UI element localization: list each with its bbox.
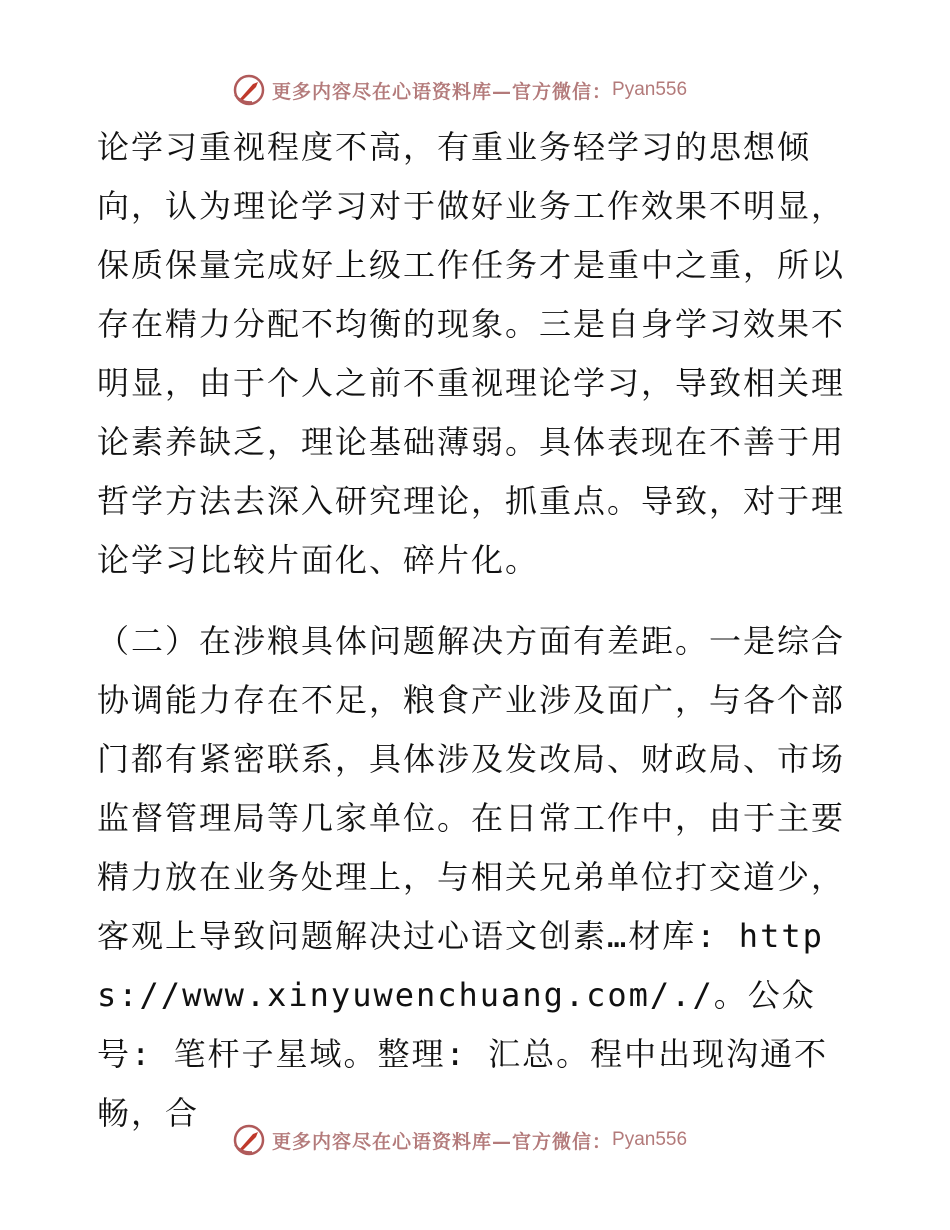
wechat-id: Pyan556 (612, 79, 688, 100)
wechat-id: Pyan556 (612, 1129, 688, 1150)
header-banner (232, 70, 687, 110)
footer-banner (232, 1120, 687, 1160)
banner-text: 更多内容尽在心语资料库—官方微信： (272, 1130, 613, 1153)
banner-text: 更多内容尽在心语资料库—官方微信： (272, 80, 613, 103)
pen-nib-logo-icon (232, 73, 266, 107)
paragraph: 论学习重视程度不高，有重业务轻学习的思想倾向，认为理论学习对于做好业务工作效果不明显，保质保量完成好上级工作任务才是重中之重，所以存在精力分配不均衡的现象。三是自身学习效果不明显，由于个人之前不重视理论学习，导致相关理论素养缺乏，理论基础薄弱。具体表现在不善于用哲学方法去深入研究理论，抓重点。导致，对于理论学习比较片面化、碎片化。 (97, 128, 846, 579)
pen-nib-logo-icon (232, 1123, 266, 1157)
paragraph: （二）在涉粮具体问题解决方面有差距。一是综合协调能力存在不足，粮食产业涉及面广，与各个部门都有紧密联系，具体涉及发改局、财政局、市场监督管理局等几家单位。在日常工作中，由于主要精力放在业务处理上，与相关兄弟单位打交道少，客观上导致问题解决过心语文创素…材库: https://www.xinyuwenchuang.com/./。公众号: 笔杆子星域。整理: 汇总。程中出现沟通不畅，合 (97, 622, 846, 1132)
document-body (97, 118, 857, 1143)
